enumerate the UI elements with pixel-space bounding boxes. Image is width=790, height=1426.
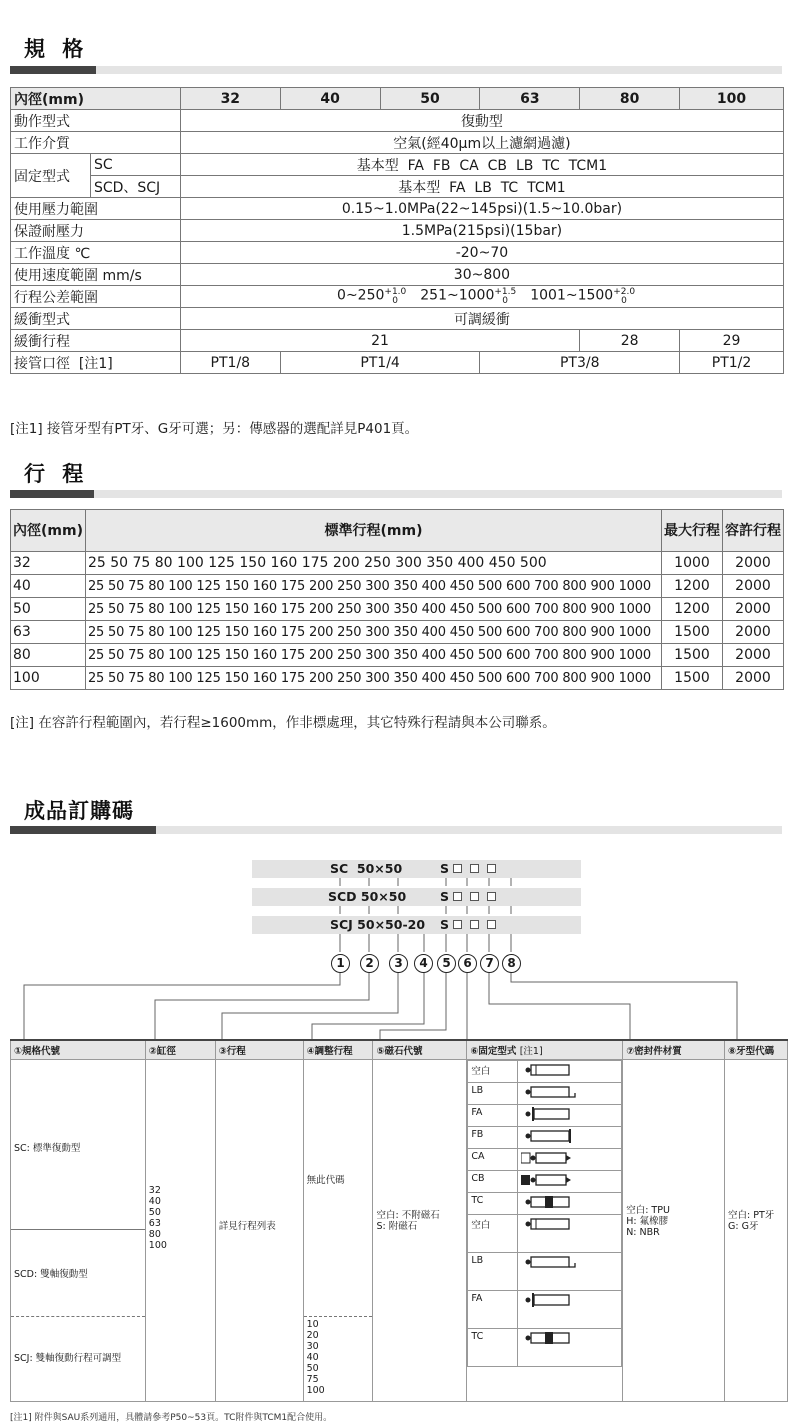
stroke-row: 63 25 50 75 80 100 125 150 160 175 200 250 300 350 400 450 500 600 700 800 900 1000 1500 2000 [11, 621, 784, 644]
circle-1: 1 [331, 954, 350, 973]
spec-row-action: 動作型式 復動型 [11, 110, 784, 132]
spec-row-temp: 工作溫度 ℃ -20~70 [11, 242, 784, 264]
order-thread: 空白: PT牙 G: G牙 [725, 1060, 788, 1402]
circle-5: 5 [437, 954, 456, 973]
spec-tolerance-values: $0\sim 250^{+1.0}_0$ $251\sim 1000^{+1.5}_0$ $1001\sim 1500^{+2.0}_0$ [180, 286, 783, 308]
stroke-header-std: 標準行程(mm) [85, 510, 661, 552]
order-footnote: [注1] 附件與SAU系列通用，具體請參考P50~53頁。TC附件與TCM1配合使用。 [10, 1413, 333, 1423]
code-s-col: S [440, 861, 500, 876]
spec-row-pressure: 使用壓力範圍 0.15~1.0MPa(22~145psi)(1.5~10.0bar) [11, 198, 784, 220]
mount-icon [518, 1329, 622, 1367]
spec-mount-label: 固定型式 [11, 154, 91, 198]
mount-icon [518, 1105, 622, 1127]
mount-icon [518, 1253, 622, 1291]
stroke-header-max: 最大行程 [662, 510, 723, 552]
order-adjust: 無此代碼 10 20 30 40 50 75 100 [303, 1060, 373, 1402]
code-sc: SC 50×50 [330, 861, 403, 876]
stroke-note: [注] 在容許行程範圍內，若行程≥1600mm，作非標處理，其它特殊行程請與本公司聯系。 [10, 715, 556, 731]
spec-row-cushion-stroke: 緩衝行程 21 28 29 [11, 330, 784, 352]
code-s-col: S [440, 889, 500, 904]
spec-header-40: 40 [280, 88, 380, 110]
spec-row-port: 接管口徑 [注1] PT1/8 PT1/4 PT3/8 PT1/2 [11, 352, 784, 374]
mount-icon [518, 1171, 622, 1193]
circle-4: 4 [414, 954, 433, 973]
mount-icon [518, 1061, 622, 1083]
spec-header-bore: 內徑(mm) [11, 88, 181, 110]
spec-header-63: 63 [480, 88, 580, 110]
code-scj: SCJ 50×50-20 [330, 917, 426, 932]
spec-note: [注1] 接管牙型有PT牙、G牙可選；另：傳感器的選配詳見P401頁。 [10, 421, 419, 437]
stroke-header-allow: 容許行程 [723, 510, 784, 552]
order-body-row [11, 1060, 788, 1402]
order-magnet: 空白: 不附磁石 S: 附磁石 [373, 1060, 467, 1402]
spec-row-proof: 保證耐壓力 1.5MPa(215psi)(15bar) [11, 220, 784, 242]
spec-row-mount-sc: 固定型式 SC 基本型 FA FB CA CB LB TC TCM1 [11, 154, 784, 176]
spec-header-32: 32 [180, 88, 280, 110]
mount-icon [518, 1193, 622, 1215]
spec-row-mount-scd: SCD、SCJ 基本型 FA LB TC TCM1 [11, 176, 784, 198]
spec-row-tolerance: 行程公差範圍 $0\sim 250^{+1.0}_0$ $251\sim 1000^{+1.5}_0$ $1001\sim 1500^{+2.0}_0$ [11, 286, 784, 308]
code-scd: SCD 50×50 [328, 889, 407, 904]
order-seal: 空白: TPU H: 氟橡膠 N: NBR [623, 1060, 725, 1402]
stroke-row: 40 25 50 75 80 100 125 150 160 175 200 250 300 350 400 450 500 600 700 800 900 1000 1200 2000 [11, 575, 784, 598]
circle-2: 2 [360, 954, 379, 973]
mount-icon [518, 1127, 622, 1149]
stroke-section-title: 行 程 [24, 462, 89, 486]
order-section-title: 成品訂購碼 [24, 799, 134, 823]
order-mounts: 空白 LB FA FB CA CB TC 空白 LB FA TC [467, 1060, 623, 1402]
code-s-col: S [440, 917, 500, 932]
spec-row-cushion: 緩衝型式 可調緩衝 [11, 308, 784, 330]
order-bores: 32 40 50 63 80 100 [145, 1060, 215, 1402]
mount-icon [518, 1215, 622, 1253]
spec-header-50: 50 [380, 88, 480, 110]
circle-8: 8 [502, 954, 521, 973]
circle-3: 3 [389, 954, 408, 973]
mount-icon [518, 1149, 622, 1171]
order-stroke-ref: 詳見行程列表 [215, 1060, 303, 1402]
mount-icon [518, 1291, 622, 1329]
stroke-row: 50 25 50 75 80 100 125 150 160 175 200 250 300 350 400 450 500 600 700 800 900 1000 1200 2000 [11, 598, 784, 621]
stroke-header-bore: 內徑(mm) [11, 510, 86, 552]
order-header-row: ①規格代號 ②缸徑 ③行程 ④調整行程 ⑤磁石代號 ⑥固定型式 [注1] ⑦密封件材質 ⑧牙型代碼 [11, 1040, 788, 1060]
spec-section-title: 規 格 [24, 37, 89, 61]
stroke-row: 32 25 50 75 80 100 125 150 160 175 200 250 300 350 400 450 500 1000 2000 [11, 552, 784, 575]
stroke-row: 80 25 50 75 80 100 125 150 160 175 200 250 300 350 400 450 500 600 700 800 900 1000 1500 2000 [11, 644, 784, 667]
stroke-row: 100 25 50 75 80 100 125 150 160 175 200 250 300 350 400 450 500 600 700 800 900 1000 1500 2000 [11, 667, 784, 690]
spec-row-speed: 使用速度範圍 mm/s 30~800 [11, 264, 784, 286]
spec-header-80: 80 [580, 88, 680, 110]
order-code-table [10, 1039, 788, 1402]
mount-icon [518, 1083, 622, 1105]
circle-6: 6 [458, 954, 477, 973]
order-spec-codes: SC: 標準復動型 SCD: 雙軸復動型 SCJ: 雙軸復動行程可調型 [11, 1060, 146, 1402]
spec-header-100: 100 [680, 88, 784, 110]
circle-7: 7 [480, 954, 499, 973]
spec-row-medium: 工作介質 空氣(經40μm以上濾網過濾) [11, 132, 784, 154]
